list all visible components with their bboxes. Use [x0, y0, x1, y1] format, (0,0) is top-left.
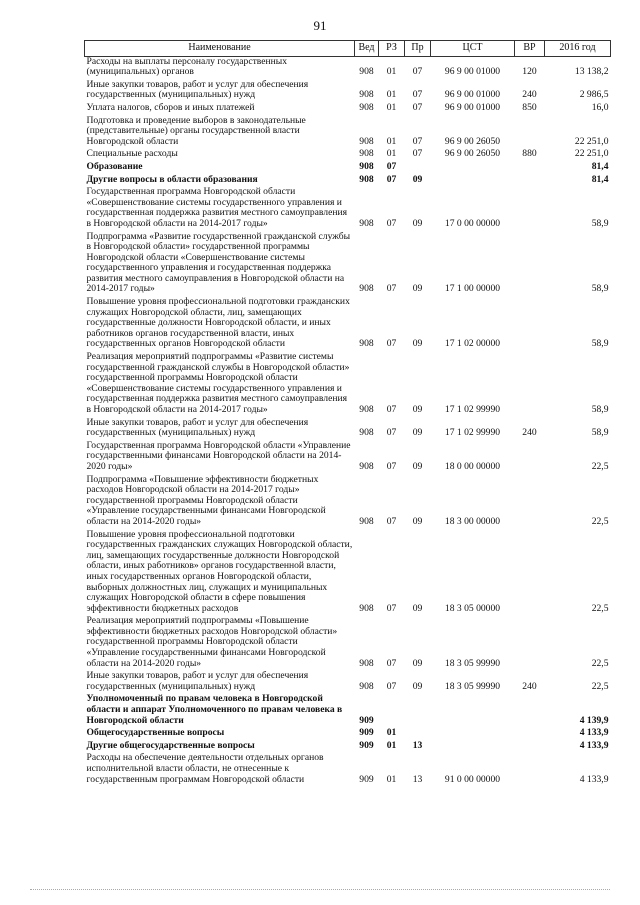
table-cell-rz: 07 [386, 460, 397, 472]
table-cell-vr: 240 [522, 680, 537, 692]
table-row [85, 187, 611, 231]
table-cell-vr [515, 116, 545, 150]
table-cell-vr: 120 [522, 66, 537, 78]
table-cell-ved: 908 [359, 460, 374, 472]
table-cell-amount: 81,4 [591, 173, 609, 185]
table-cell-amount: 16,0 [591, 101, 609, 113]
table-cell-name: Государственная программа Новгородской области «Совершенствование системы государственного управления и государственная поддержка развития местного самоуправления в Новгородской области на 2014-2017 годы» [86, 186, 348, 229]
table-cell-name: Иные закупки товаров, работ и услуг для обеспечения государственных (муниципальных) нужд [86, 78, 309, 101]
table-cell-name: Повышение уровня профессиональной подготовки государственных гражданских служащих Новгородской области, лиц, замещающих государственные должности Новгородской области, иных работников» органов государственной власти, иных государственных органов Новгородской области, выборных должностных лиц, служащих и муниципальных служащих Новгородской области в сфере повышения эффективности бюджетных расходов [86, 528, 353, 614]
table-cell-amount: 22 251,0 [574, 148, 609, 160]
table-cell-amount: 22,5 [591, 657, 609, 669]
table-row [85, 441, 611, 475]
table-cell-rz: 01 [386, 773, 397, 785]
table-cell-cst [431, 694, 515, 728]
table-cell-cst: 17 1 02 00000 [444, 338, 501, 350]
table-cell-cst: 18 3 05 00000 [444, 602, 501, 614]
table-cell-ved: 908 [359, 427, 374, 439]
table-cell-vr [515, 187, 545, 231]
table-row [85, 232, 611, 298]
table-cell-vr [515, 475, 545, 530]
table-cell-pr: 09 [412, 680, 423, 692]
header-ved: Вед [355, 41, 379, 57]
table-cell-cst [431, 728, 515, 741]
header-vr: ВР [515, 41, 545, 57]
table-cell-name: Уполномоченный по правам человека в Новгородской области и аппарат Уполномоченного по правам человека в Новгородской области [86, 693, 343, 726]
table-cell-amount: 4 133,9 [579, 773, 609, 785]
table-cell-vr: 240 [522, 89, 537, 101]
table-cell-rz: 07 [386, 427, 397, 439]
table-cell-rz: 01 [386, 727, 397, 739]
table-row [85, 728, 611, 741]
table-cell-ved: 908 [359, 657, 374, 669]
table-cell-name: Другие общегосударственные вопросы [86, 739, 255, 751]
table-cell-cst [431, 175, 515, 188]
table-cell-vr [515, 232, 545, 298]
table-cell-rz: 01 [386, 66, 397, 78]
table-row [85, 149, 611, 162]
table-row [85, 162, 611, 175]
table-cell-pr: 09 [412, 515, 423, 527]
table-row [85, 671, 611, 694]
table-cell-rz: 07 [386, 338, 397, 350]
table-cell-ved: 909 [359, 727, 374, 739]
table-cell-name: Иные закупки товаров, работ и услуг для обеспечения государственных (муниципальных) нужд [86, 416, 309, 439]
page-number: 91 [313, 18, 327, 33]
table-cell-ved: 908 [359, 602, 374, 614]
table-cell-ved: 908 [359, 66, 374, 78]
table-cell-name: Подпрограмма «Развитие государственной гражданской службы в Новгородской области» государственной программы Новгородской области «Совершенствование системы государственного управления и государственная поддержка развития местного самоуправления в Новгородской области на 2014-2017 годы» [86, 230, 351, 295]
table-row [85, 103, 611, 116]
table-cell-pr: 09 [412, 173, 423, 185]
table-cell-rz: 01 [386, 135, 397, 147]
table-cell-ved: 908 [359, 135, 374, 147]
table-cell-vr: 880 [522, 148, 537, 160]
table-cell-ved: 908 [359, 680, 374, 692]
table-row [85, 475, 611, 530]
table-row [85, 753, 611, 787]
table-cell-cst: 96 9 00 26050 [444, 135, 501, 147]
table-cell-pr: 07 [412, 101, 423, 113]
table-cell-rz [379, 694, 405, 728]
table-row [85, 616, 611, 671]
table-cell-pr: 13 [412, 739, 423, 751]
table-cell-cst: 18 0 00 00000 [444, 460, 501, 472]
table-cell-name: Подпрограмма «Повышение эффективности бюджетных расходов Новгородской области на 2014-2017 годы» государственной программы Новгородской области «Управление государственными финансами Новгородской области на 2014-2020 годы» [86, 473, 326, 527]
table-cell-cst: 91 0 00 00000 [444, 773, 501, 785]
table-cell-pr: 09 [412, 460, 423, 472]
table-cell-rz: 07 [386, 602, 397, 614]
table-cell-name: Реализация мероприятий подпрограммы «Повышение эффективности бюджетных расходов Новгородской области» государственной программы Новгородской области «Управление государственными финансами Новгородской области на 2014-2020 годы» [86, 615, 338, 669]
table-cell-rz: 07 [386, 680, 397, 692]
table-cell-ved: 908 [359, 515, 374, 527]
table-cell-pr: 09 [412, 338, 423, 350]
table-cell-name: Государственная программа Новгородской области «Управление государственными финансами Новгородской области на 2014-2020 годы» [86, 439, 351, 472]
table-cell-name: Общегосударственные вопросы [86, 727, 225, 739]
table-cell-amount: 58,9 [591, 427, 609, 439]
table-cell-cst: 17 1 02 99990 [444, 404, 501, 415]
table-row [85, 56, 611, 80]
table-cell-cst [431, 741, 515, 754]
table-cell-pr: 07 [412, 89, 423, 101]
table-cell-amount: 22,5 [591, 602, 609, 614]
table-cell-cst: 17 1 00 00000 [444, 283, 501, 295]
table-cell-pr [405, 728, 431, 741]
table-cell-rz: 01 [386, 148, 397, 160]
table-cell-pr: 07 [412, 148, 423, 160]
bottom-scan-dots [30, 889, 610, 891]
table-cell-pr [405, 694, 431, 728]
table-cell-amount: 22,5 [591, 460, 609, 472]
table-cell-cst: 96 9 00 26050 [444, 148, 501, 160]
table-cell-amount: 22 251,0 [574, 135, 609, 147]
table-cell-rz: 01 [386, 101, 397, 113]
table-cell-name: Расходы на обеспечение деятельности отдельных органов исполнительной власти области, не отнесенные к государственным программам Новгородской области [86, 752, 324, 785]
table-cell-amount: 81,4 [591, 160, 609, 172]
table-cell-pr: 09 [412, 602, 423, 614]
table-cell-amount: 58,9 [591, 283, 609, 295]
table-cell-cst: 18 3 05 99990 [444, 657, 501, 669]
table-cell-pr: 13 [412, 773, 423, 785]
table-cell-cst: 18 3 00 00000 [444, 515, 501, 527]
table-cell-vr: 240 [522, 427, 537, 439]
table-cell-name: Повышение уровня профессиональной подготовки гражданских служащих Новгородской области, лиц, замещающих государственные должности Новгородской области, и иных работников органов государственной власти, иных государственных органов Новгородской области [86, 296, 350, 350]
table-cell-cst: 18 3 05 99990 [444, 680, 501, 692]
table-row [85, 80, 611, 103]
table-cell-ved: 908 [359, 338, 374, 350]
table-cell-cst: 96 9 00 01000 [444, 89, 501, 101]
table-cell-amount: 58,9 [591, 217, 609, 229]
table-cell-vr [515, 441, 545, 475]
table-cell-amount: 4 133,9 [579, 727, 609, 739]
table-cell-cst: 96 9 00 01000 [444, 66, 501, 78]
table-cell-amount: 22,5 [591, 515, 609, 527]
table-cell-vr [515, 175, 545, 188]
table-cell-name: Подготовка и проведение выборов в законодательные (представительные) органы государственной власти Новгородской области [86, 114, 306, 147]
table-cell-ved: 909 [359, 773, 374, 785]
table-cell-name: Образование [86, 160, 143, 172]
table-cell-ved: 908 [359, 148, 374, 160]
table-cell-pr: 09 [412, 283, 423, 295]
table-cell-name: Иные закупки товаров, работ и услуг для обеспечения государственных (муниципальных) нужд [86, 670, 309, 692]
table-cell-amount: 2 986,5 [579, 89, 609, 101]
table-cell-pr: 09 [412, 217, 423, 229]
table-cell-name: Специальные расходы [86, 148, 178, 160]
table-cell-rz: 01 [386, 739, 397, 751]
table-cell-rz: 07 [386, 160, 397, 172]
table-cell-name: Другие вопросы в области образования [86, 173, 258, 185]
table-cell-rz: 01 [386, 89, 397, 101]
table-cell-rz: 07 [386, 173, 397, 185]
table-cell-pr: 09 [412, 657, 423, 669]
table-cell-pr: 09 [412, 427, 423, 439]
table-cell-vr [515, 728, 545, 741]
table-cell-vr [515, 297, 545, 352]
table-row [85, 297, 611, 352]
table-cell-ved: 908 [359, 160, 374, 172]
header-name: Наименование [85, 41, 355, 57]
table-row [85, 530, 611, 617]
table-cell-rz: 07 [386, 657, 397, 669]
table-cell-rz: 07 [386, 217, 397, 229]
table-cell-amount: 58,9 [591, 404, 609, 415]
table-cell-rz: 07 [386, 515, 397, 527]
table-cell-vr [515, 741, 545, 754]
table-cell-amount: 4 139,9 [579, 714, 609, 726]
table-cell-pr: 07 [412, 135, 423, 147]
table-cell-cst: 96 9 00 01000 [444, 101, 501, 113]
table-cell-ved: 908 [359, 283, 374, 295]
table-cell-cst: 17 0 00 00000 [444, 217, 501, 229]
table-cell-ved: 908 [359, 89, 374, 101]
table-row [85, 694, 611, 728]
budget-table [84, 40, 611, 787]
table-cell-ved: 909 [359, 714, 374, 726]
header-amount: 2016 год [545, 41, 611, 57]
table-cell-amount: 22,5 [591, 680, 609, 692]
table-cell-cst: 17 1 02 99990 [444, 427, 501, 439]
table-cell-rz: 07 [386, 404, 397, 415]
table-cell-vr [515, 753, 545, 787]
table-cell-pr [405, 162, 431, 175]
table-cell-name: Расходы на выплаты персоналу государственных (муниципальных) органов [86, 55, 288, 78]
table-cell-amount: 58,9 [591, 338, 609, 350]
table-cell-vr [515, 694, 545, 728]
table-row [85, 352, 611, 418]
table-cell-ved: 909 [359, 739, 374, 751]
table-cell-vr [515, 616, 545, 671]
table-cell-ved: 908 [359, 173, 374, 185]
table-cell-name: Уплата налогов, сборов и иных платежей [86, 101, 255, 113]
table-cell-cst [431, 162, 515, 175]
table-cell-vr: 850 [522, 101, 537, 113]
table-cell-name: Реализация мероприятий подпрограммы «Развитие системы государственной гражданской службы в Новгородской области» государственной программы Новгородской области «Совершенствование системы государственного управления и государственная поддержка развития местного самоуправления в Новгородской области на 2014-2017 годы» [86, 351, 350, 415]
table-cell-vr [515, 162, 545, 175]
table-cell-vr [515, 530, 545, 617]
table-cell-amount: 4 133,9 [579, 739, 609, 751]
header-rz: РЗ [379, 41, 405, 57]
table-cell-rz: 07 [386, 283, 397, 295]
table-cell-pr: 07 [412, 66, 423, 78]
table-cell-amount: 13 138,2 [574, 66, 609, 78]
table-cell-ved: 908 [359, 404, 374, 415]
header-cst: ЦСТ [431, 41, 515, 57]
table-cell-pr: 09 [412, 404, 423, 415]
header-pr: Пр [405, 41, 431, 57]
table-header-row [85, 41, 611, 57]
table-row [85, 116, 611, 150]
table-cell-ved: 908 [359, 217, 374, 229]
table-row [85, 418, 611, 441]
table-cell-vr [515, 352, 545, 418]
table-cell-ved: 908 [359, 101, 374, 113]
